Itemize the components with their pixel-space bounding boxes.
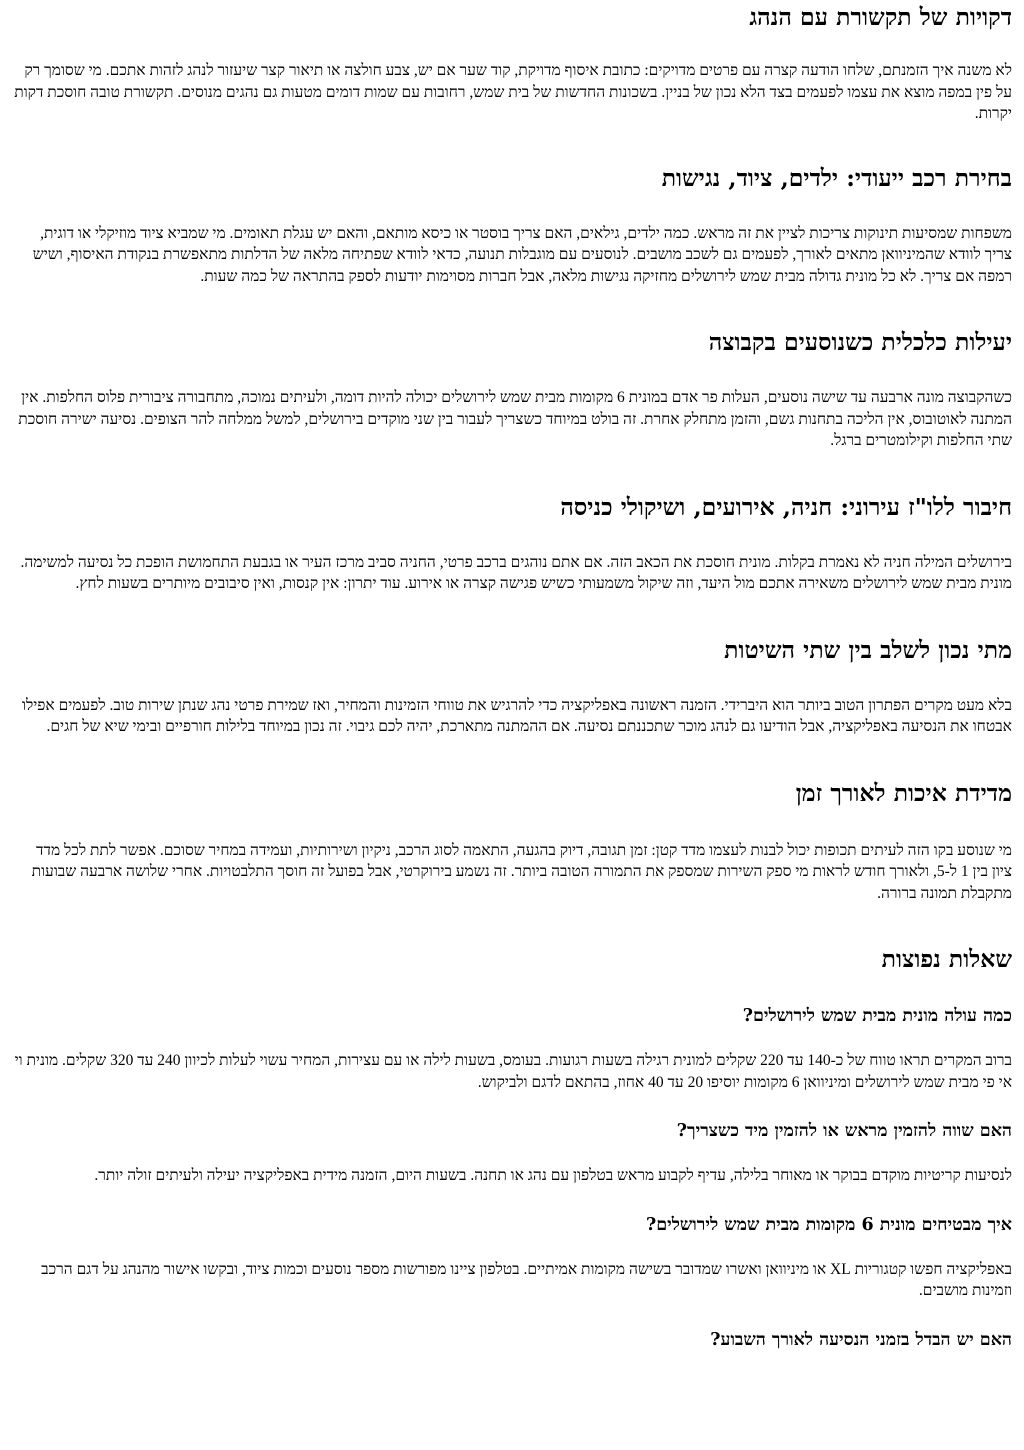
faq-answer-booking: לנסיעות קריטיות מוקדם בבוקר או מאוחר בלילה, עדיף לקבוע מראש בטלפון עם נהג או תחנה. בשעות היום, הזמנה מידית באפליקציה יעילה ולעיתים זולה יותר. [94, 1167, 1012, 1184]
section-body-hybrid-approach: בלא מעט מקרים הפתרון הטוב ביותר הוא היברידי. הזמנה ראשונה באפליקציה כדי להרגיש את טווחי הזמינות והמחיר, ואז שמירת פרטי נהג שנתן שירות טוב. לפעמים אפילו אבטחו את הנסיעה באפליקציה, אבל הודיעו גם לנהג מוכר שתכננתם נסיעה. אם ההמתנה מתארכת, יהיה לכם גיבוי. זה נכון במיוחד בלילות חורפיים ובימי שיא של חגים. [22, 696, 1012, 735]
section-body-group-economy: כשהקבוצה מונה ארבעה עד שישה נוסעים, העלות פר אדם במונית 6 מקומות מבית שמש לירושלים יכולה להיות דומה, ולעיתים נמוכה, מתחבורה ציבורית פלוס החלפות. אין המתנה לאוטובוס, אין הליכה בתחנות גשם, והזמן מתחלק אחרת. זה בולט במיוחד כשצריך לעבור בין שני מוקדים בירושלים, למשל ממלחה להר הצופים. נסיעה ישירה חוסכת שתי החלפות וקילומטרים ברגל. [18, 389, 1012, 449]
section-body-driver-communication: לא משנה איך הזמנתם, שלחו הודעה קצרה עם פרטים מדויקים: כתובת איסוף מדויקת, קוד שער אם יש, צבע חולצה או תיאור קצר שיעזור לנהג לזהות אתכם. מי שסומך רק על פין במפה מוצא את עצמו לפעמים בצד הלא נכון של בניין. בשכונות החדשות של בית שמש, רחובות עם שמות דומים מטעות גם נהגים מנוסים. תקשורת טובה חוסכת דקות יקרות. [14, 62, 1012, 122]
section-heading-group-economy: יעילות כלכלית כשנוסעים בקבוצה [708, 328, 1012, 356]
faq-question-price: כמה עולה מונית מבית שמש לירושלים? [742, 1006, 1012, 1026]
faq-question-booking: האם שווה להזמין מראש או להזמין מיד כשצריך? [676, 1121, 1012, 1141]
section-body-vehicle-choice: משפחות שמסיעות תינוקות צריכות לציין את זה מראש. כמה ילדים, גילאים, האם צריך בוסטר או כיסא מותאם, והאם יש עגלת תאומים. מי שמביא ציוד מוזיקלי או דוגית, צריך לוודא שהמיניוואן מתאים לאורך, לפעמים גם לשכב מושבים. לנוסעים עם מוגבלות תנועה, כדאי לוודא שפתיחה מלאה של הדלתות מתאפשרת בנקודת האיסוף, ושיש רמפה אם צריך. לא כל מונית גדולה מבית שמש לירושלים מחזיקה נגישות מלאה, אבל חברות מסוימות יודעות לספק בהתראה של כמה שעות. [32, 224, 1012, 285]
section-heading-hybrid-approach: מתי נכון לשלב בין שתי השיטות [724, 635, 1012, 664]
faq-answer-price: ברוב המקרים תראו טווח של כ-140 עד 220 שקלים למונית רגילה בשעות רגועות. בעומס, בשעות לילה או עם עצירות, המחיר עשוי לעלות לכיוון 240 עד 320 שקלים. מונית וי אי פי מבית שמש לירושלים ומיניוואן 6 מקומות יוסיפו 20 עד 40 אחוז, בהתאם לדגם ולביקוש. [14, 1052, 1012, 1091]
section-heading-vehicle-choice: בחירת רכב ייעודי: ילדים, ציוד, נגישות [661, 163, 1012, 192]
faq-answer-six-seats: באפליקציה חפשו קטגוריות XL או מיניוואן ואשרו שמדובר בשישה מקומות אמיתיים. בטלפון ציינו מפורשות מספר נוסעים וכמות ציוד, ובקשו אישור מהנהג על דגם הרכב וזמינות מושבים. [41, 1260, 1012, 1299]
section-body-quality-measurement: מי שנוסע בקו הזה לעיתים תכופות יכול לבנות לעצמו מדד קטן: זמן תגובה, דיוק בהגעה, התאמה לסוג הרכב, ניקיון ושירותיות, ועמידה במחיר שסוכם. אפשר לתת לכל מדד ציון בין 1 ל-5, ולאורך חודש לראות מי ספק השירות שמספק את התמורה הטובה ביותר. זה נשמע בירוקרטי, אבל בפועל זה חוסך התלבטויות. אחרי שלושה ארבעה שבועות מתקבלת תמונה ברורה. [31, 841, 1012, 902]
section-heading-quality-measurement: מדידת איכות לאורך זמן [795, 778, 1012, 807]
article [0, 2, 1024, 1352]
faq-question-six-seats: איך מבטיחים מונית 6 מקומות מבית שמש לירושלים? [645, 1214, 1012, 1235]
section-heading-city-schedule: חיבור ללו"ז עירוני: חניה, אירועים, ושיקולי כניסה [560, 492, 1012, 521]
faq-heading: שאלות נפוצות [881, 945, 1012, 973]
section-heading-driver-communication: דקויות של תקשורת עם הנהג [749, 3, 1012, 31]
section-body-city-schedule: בירושלים המילה חניה לא נאמרת בקלות. מונית חוסכת את הכאב הזה. אם אתם נוהגים ברכב פרטי, החניה סביב מרכז העיר או בגבעת התחמושת הופכת כל נסיעה למשימה. מונית מבית שמש לירושלים משאירה אתכם מול היעד, וזה שיקול משמעותי כשיש פגישה קצרה או אירוע. עוד יתרון: אין קנסות, ואין סיבובים מיותרים בשעות לחץ. [20, 553, 1012, 592]
faq-question-weekly-times: האם יש הבדל בזמני הנסיעה לאורך השבוע? [710, 1329, 1012, 1350]
